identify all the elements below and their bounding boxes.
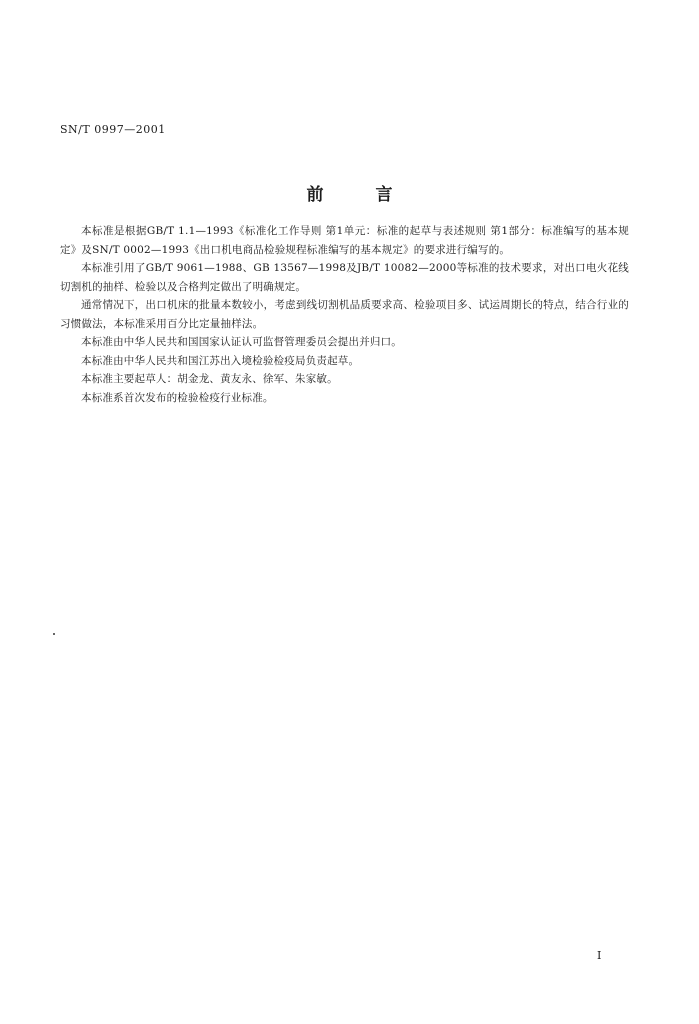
foreword-body — [60, 222, 629, 407]
title-char-2: 言 — [375, 185, 393, 205]
paragraph-references: 本标准引用了GB/T 9061—1988、GB 13567—1998及JB/T 10082—2000等标准的技术要求，对出口电火花线切割机的抽样、检验以及合格判定做出了明确规定。 — [60, 262, 629, 293]
paragraph-first-release: 本标准系首次发布的检验检疫行业标准。 — [81, 391, 274, 404]
scan-speck — [53, 633, 55, 635]
page-number: I — [597, 949, 602, 962]
title-char-1: 前 — [306, 185, 324, 205]
paragraph-authors: 本标准主要起草人：胡金龙、黄友永、徐军、朱家敏。 — [81, 373, 338, 385]
paragraph-basis: 本标准是根据GB/T 1.1—1993《标准化工作导则 第1单元：标准的起草与表述规则 第1部分：标准编写的基本规定》及SN/T 0002—1993《出口机电商品检验规程标准编写的基本规定》的要求进行编写的。 — [60, 225, 629, 256]
paragraph-proposer: 本标准由中华人民共和国国家认证认可监督管理委员会提出并归口。 — [81, 336, 402, 348]
document-code: SN/T 0997—2001 — [60, 123, 166, 136]
paragraph-drafter: 本标准由中华人民共和国江苏出入境检验检疫局负责起草。 — [81, 354, 360, 367]
paragraph-sampling: 通常情况下，出口机床的批量本数较小，考虑到线切割机品质要求高、检验项目多、试运周期长的特点，结合行业的习惯做法，本标准采用百分比定量抽样法。 — [60, 299, 629, 330]
page-title — [0, 180, 699, 205]
